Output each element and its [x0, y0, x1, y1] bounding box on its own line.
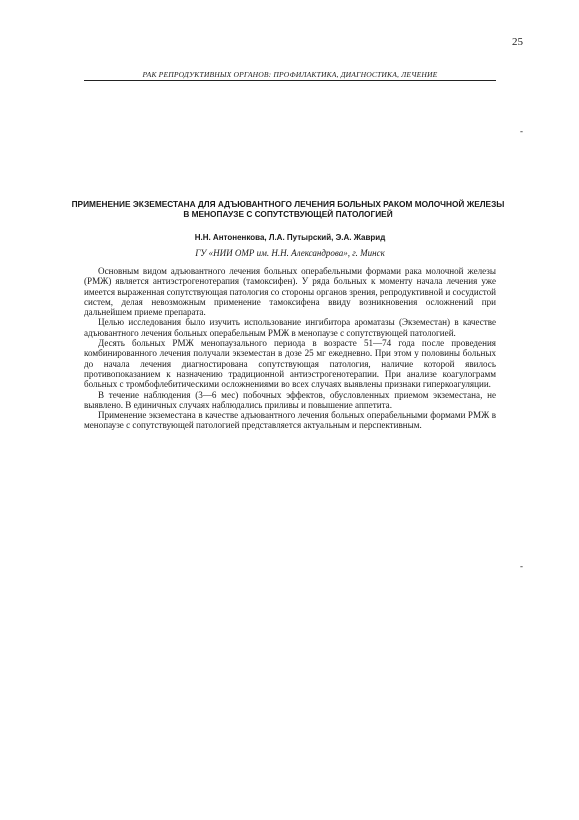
title-line: ПРИМЕНЕНИЕ ЭКЗЕМЕСТАНА ДЛЯ АДЪЮВАНТНОГО ЛЕЧЕНИЯ БОЛЬНЫХ РАКОМ МОЛОЧНОЙ ЖЕЛЕЗЫ: [71, 199, 505, 209]
title-line: В МЕНОПАУЗЕ С СОПУТСТВУЮЩЕЙ ПАТОЛОГИЕЙ: [183, 209, 393, 219]
header-rule: [84, 80, 496, 81]
article-body: [84, 266, 496, 431]
page-number: 25: [512, 36, 523, 48]
paragraph: Целью исследования было изучить использование ингибитора ароматазы (Экземестан) в качестве адъювантного лечения больных операбельным РМЖ в менопаузе с сопутствующей патологией.: [84, 317, 496, 338]
paragraph: В течение наблюдения (3—6 мес) побочных эффектов, обусловленных приемом экземестана, не выявлено. В единичных случаях наблюдались приливы и повышение аппетита.: [84, 389, 496, 410]
article-title: [60, 199, 516, 219]
margin-mark: -: [520, 126, 523, 136]
affiliation: ГУ «НИИ ОМР им. Н.Н. Александрова», г. Минск: [195, 248, 385, 258]
paragraph: Основным видом адъювантного лечения больных операбельными формами рака молочной железы (РМЖ) является антиэстрогенотерапия (тамоксифен). У ряда больных к моменту начала лечения уже имеется выраженная сопутствующая патология со стороны органов зрения, репродуктивной и сосудистой систем, делая невозможным применение тамоксифена ввиду возникновения осложнений при дальнейшем приеме препарата.: [84, 266, 496, 318]
running-header: РАК РЕПРОДУКТИВНЫХ ОРГАНОВ: ПРОФИЛАКТИКА, ДИАГНОСТИКА, ЛЕЧЕНИЕ: [142, 70, 438, 79]
paragraph: Применение экземестана в качестве адъювантного лечения больных операбельными формами РМЖ в менопаузе с сопутствующей патологией представляется актуальным и перспективным.: [84, 410, 496, 431]
authors: Н.Н. Антоненкова, Л.А. Путырский, Э.А. Жаврид: [194, 233, 386, 242]
paragraph: Десять больных РМЖ менопаузального периода в возрасте 51—74 года после проведения комбинированного лечения получали экземестан в дозе 25 мг ежедневно. При этом у половины больных до начала лечения диагностирована сопутствующая патология, наличие которой явилось противопоказанием к назначению традиционной антиэстрогенотерапии. При анализе коагулограмм больных с тромбофлебитическими осложнениями во всех случаях выявлены признаки гиперкоагуляции.: [84, 338, 496, 390]
margin-mark: -: [520, 561, 523, 571]
